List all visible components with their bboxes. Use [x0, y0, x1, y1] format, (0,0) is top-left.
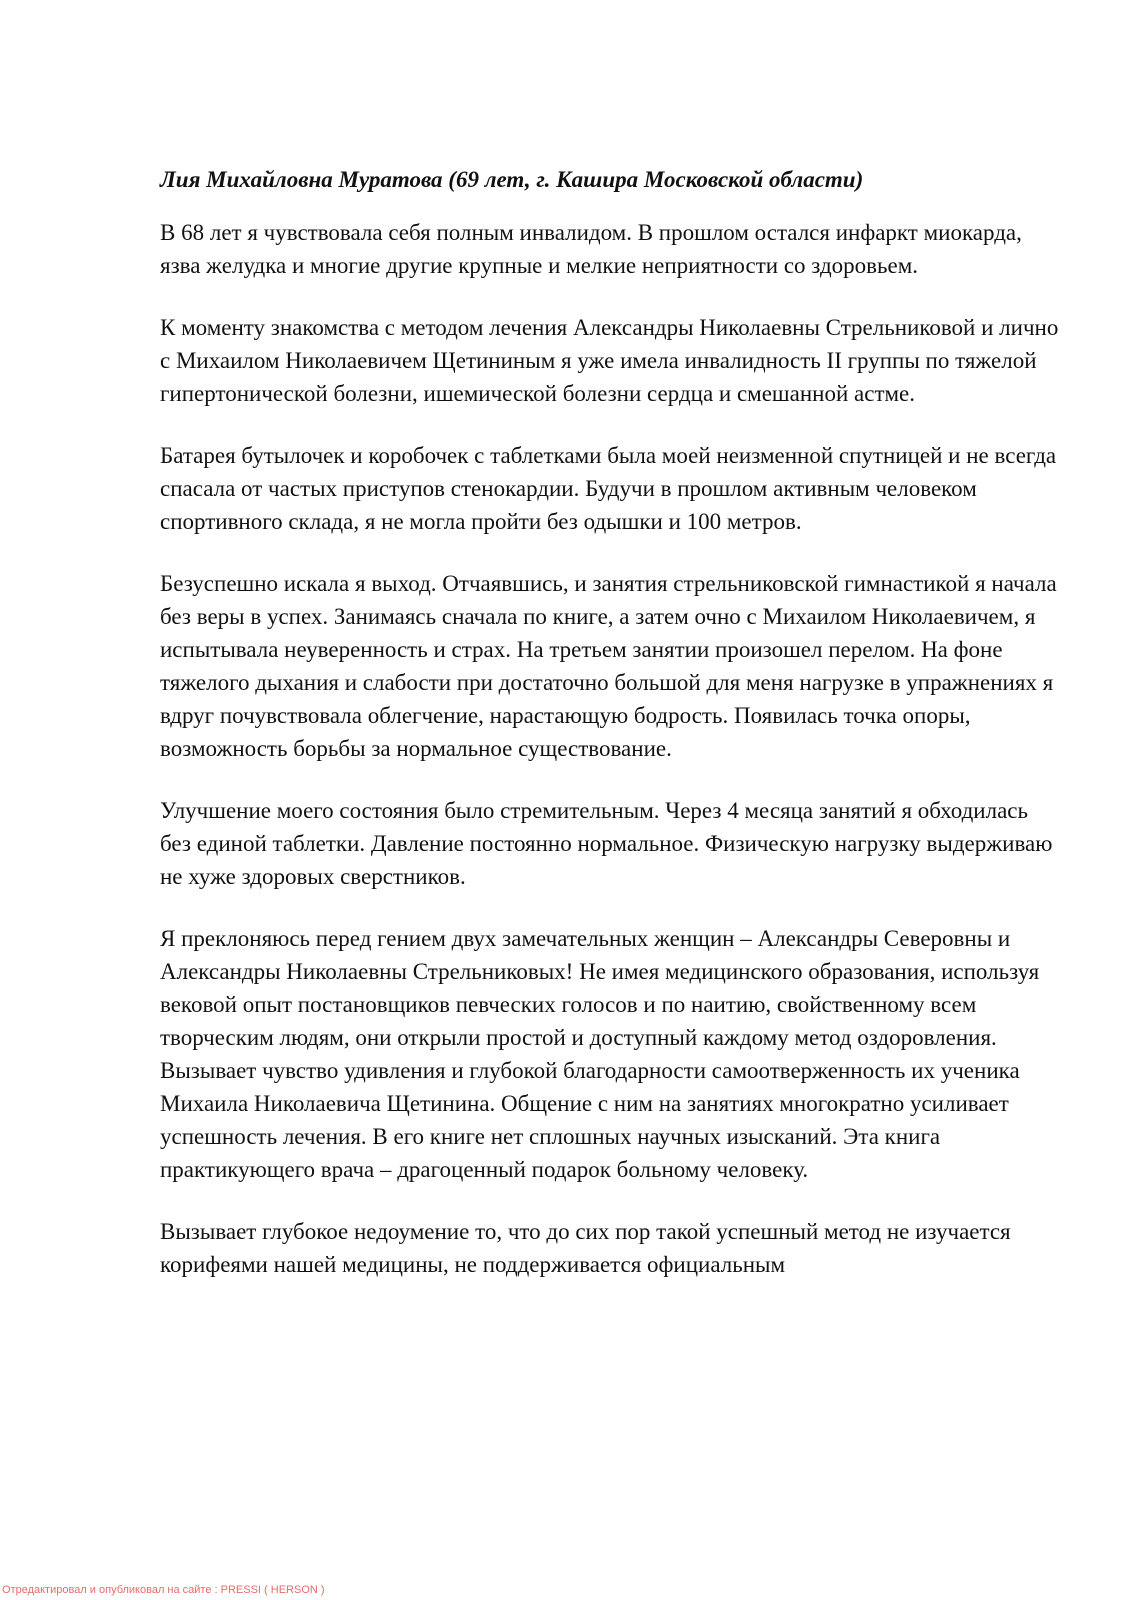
document-body: [160, 163, 1060, 1310]
paragraph-7: Вызывает глубокое недоумение то, что до сих пор такой успешный метод не изучается корифеями нашей медицины, не поддерживается официальным: [160, 1219, 1011, 1277]
paragraph-4: Безуспешно искала я выход. Отчаявшись, и занятия стрельниковской гимнастикой я начала без веры в успех. Занимаясь сначала по книге, а затем очно с Михаилом Николаевичем, я испытывала неуверенность и страх. На третьем занятии произошел перелом. На фоне тяжелого дыхания и слабости при достаточно большой для меня нагрузке в упражнениях я вдруг почувствовала облегчение, нарастающую бодрость. Появилась точка опоры, возможность борьбы за нормальное существование.: [160, 571, 1057, 761]
paragraph-3: Батарея бутылочек и коробочек с таблетками была моей неизменной спутницей и не всегда спасала от частых приступов стенокардии. Будучи в прошлом активным человеком спортивного склада, я не могла пройти без одышки и 100 метров.: [160, 443, 1057, 534]
footer-watermark: Отредактировал и опубликовал на сайте : PRESSI ( HERSON ): [2, 1584, 325, 1596]
author-heading: Лия Михайловна Муратова (69 лет, г. Кашира Московской области): [160, 167, 864, 192]
paragraph-5: Улучшение моего состояния было стремительным. Через 4 месяца занятий я обходилась без единой таблетки. Давление постоянно нормальное. Физическую нагрузку выдерживаю не хуже здоровых сверстников.: [160, 798, 1053, 889]
paragraph-6: Я преклоняюсь перед гением двух замечательных женщин – Александры Северовны и Александры Николаевны Стрельниковых! Не имея медицинского образования, используя вековой опыт постановщиков певческих голосов и по наитию, свойственному всем творческим людям, они открыли простой и доступный каждому метод оздоровления. Вызывает чувство удивления и глубокой благодарности самоотверженность их ученика Михаила Николаевича Щетинина. Общение с ним на занятиях многократно усиливает успешность лечения. В его книге нет сплошных научных изысканий. Эта книга практикующего врача – драгоценный подарок больному человеку.: [160, 926, 1040, 1182]
paragraph-1: В 68 лет я чувствовала себя полным инвалидом. В прошлом остался инфаркт миокарда, язва желудка и многие другие крупные и мелкие неприятности со здоровьем.: [160, 220, 1022, 278]
paragraph-2: К моменту знакомства с методом лечения Александры Николаевны Стрельниковой и лично с Михаилом Николаевичем Щетининым я уже имела инвалидность II группы по тяжелой гипертонической болезни, ишемической болезни сердца и смешанной астме.: [160, 315, 1059, 406]
